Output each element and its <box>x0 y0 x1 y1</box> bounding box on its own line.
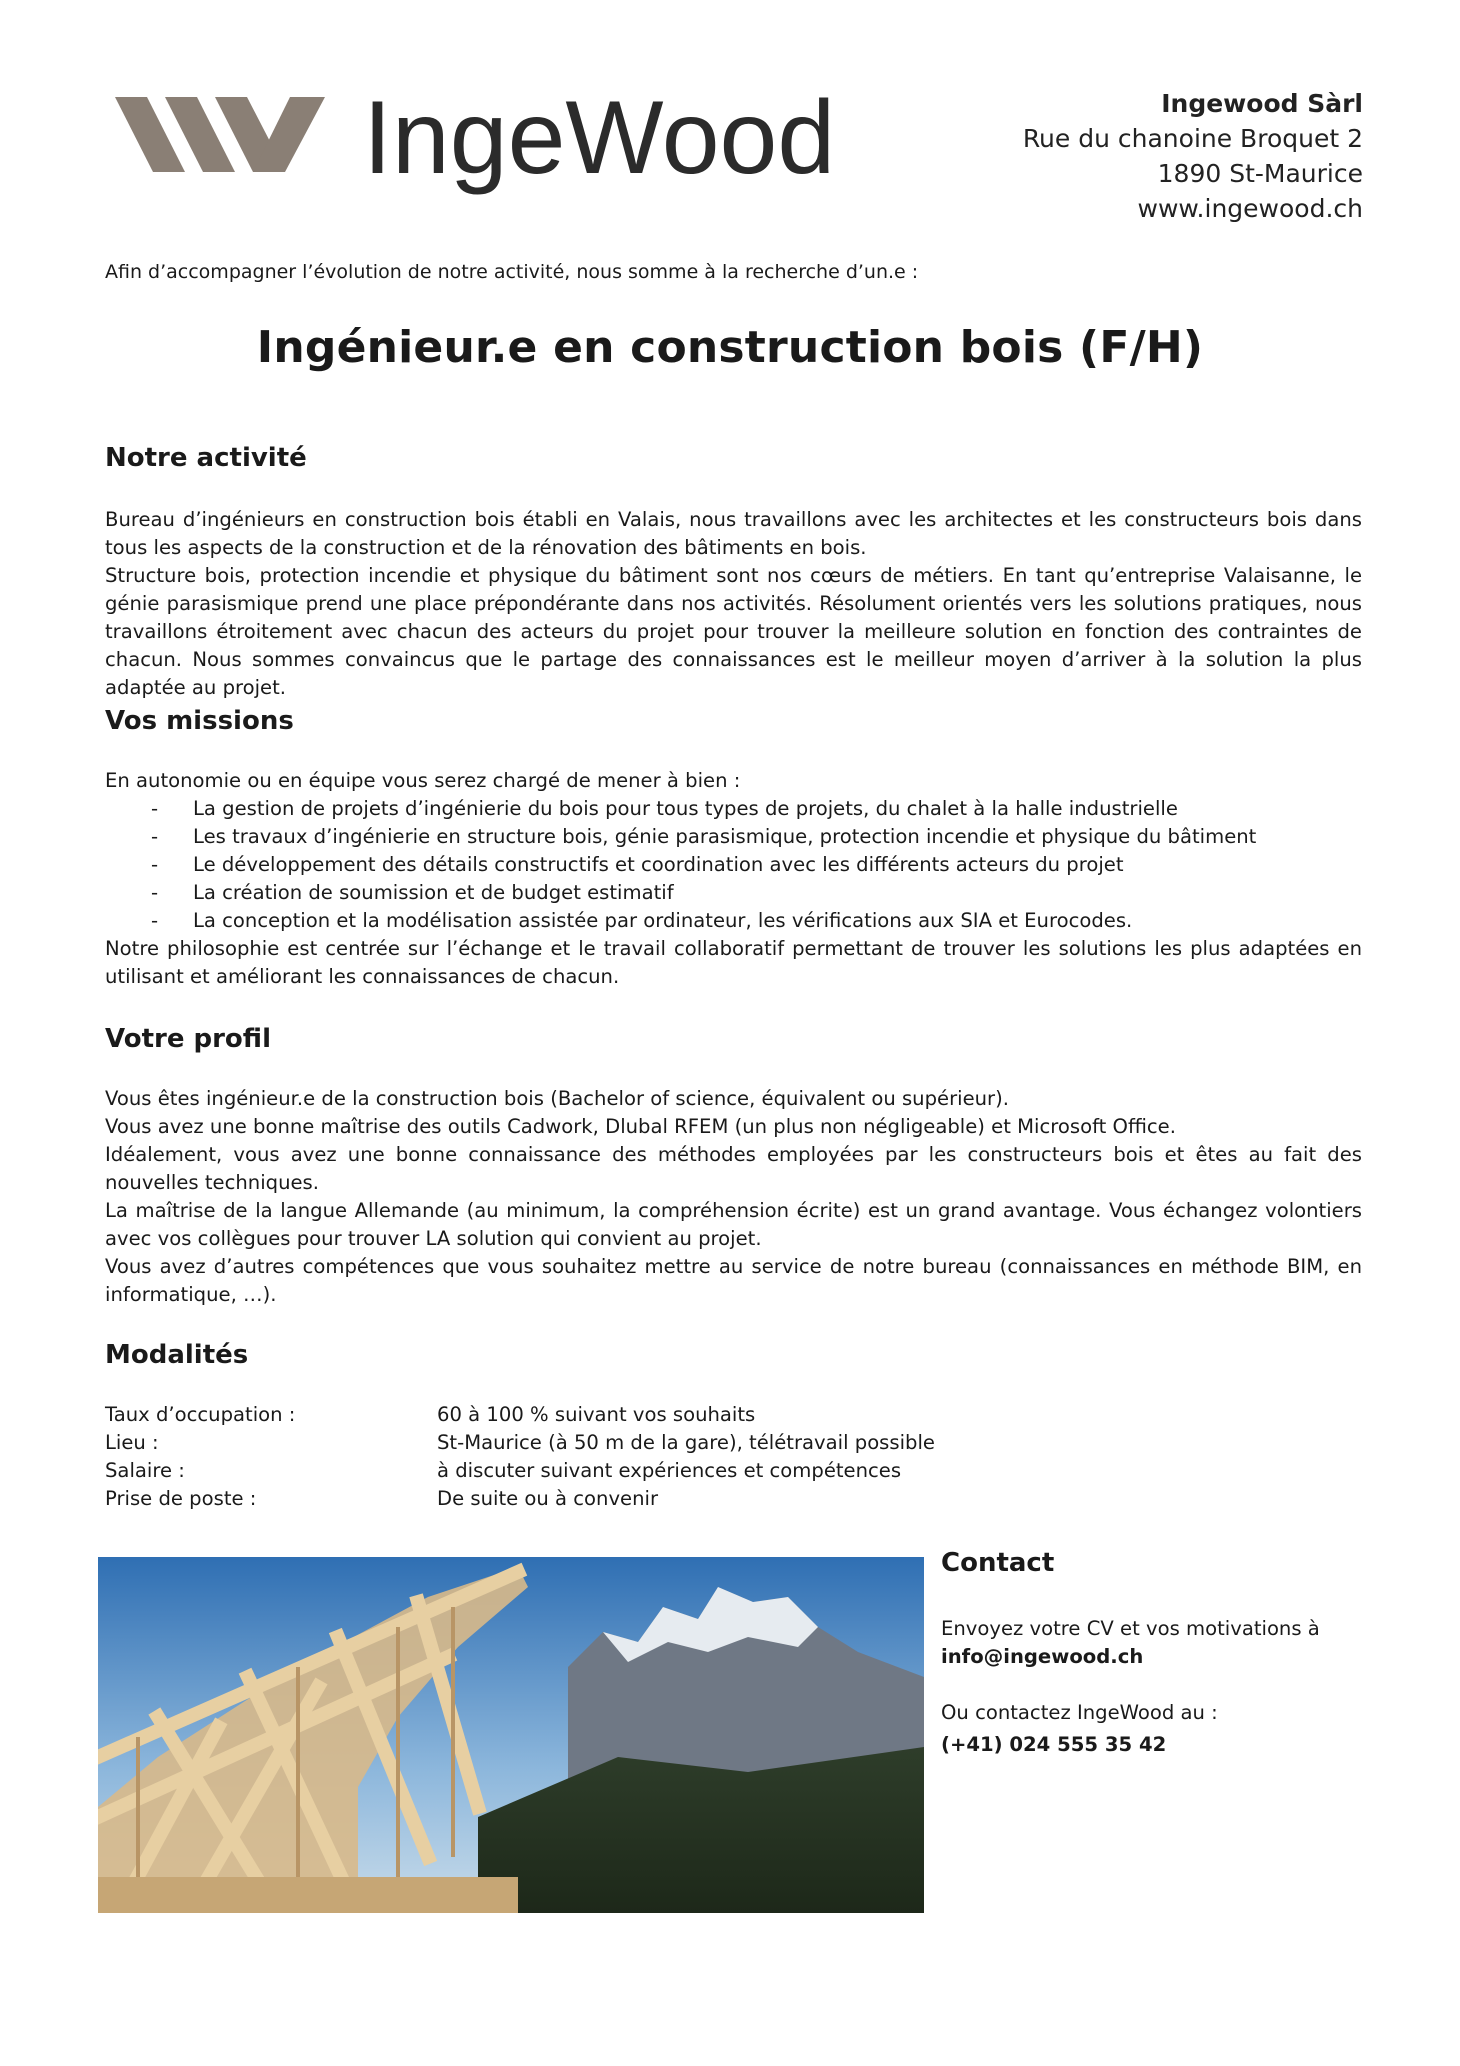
company-address <box>1023 86 1363 226</box>
ingewood-logo <box>115 90 915 220</box>
table-row: Taux d’occupation : 60 à 100 % suivant vos souhaits <box>105 1403 756 1426</box>
profil-paragraph: Vous avez une bonne maîtrise des outils Cadwork, Dlubal RFEM (un plus non négligeable) et Microsoft Office. <box>105 1115 1176 1138</box>
missions-list <box>105 795 1362 935</box>
heading-modalites: Modalités <box>105 1340 249 1370</box>
company-name: Ingewood Sàrl <box>1161 89 1363 118</box>
address-city: 1890 St-Maurice <box>1157 159 1363 188</box>
table-row: Lieu : St-Maurice (à 50 m de la gare), télétravail possible <box>105 1431 935 1454</box>
activite-body <box>105 506 1362 702</box>
table-row: Salaire : à discuter suivant expériences et compétences <box>105 1459 902 1482</box>
profil-paragraph: Vous avez d’autres compétences que vous souhaitez mettre au service de notre bureau (connaissances en méthode BIM, en informatique, …). <box>105 1255 1362 1306</box>
profil-body <box>105 1085 1362 1309</box>
activite-paragraph: Structure bois, protection incendie et physique du bâtiment sont nos cœurs de métiers. En tant qu’entreprise Valaisanne, le génie parasismique prend une place prépondérante dans nos activités. Résolument orientés vers les solutions pratiques, nous travaillons étroitement avec chacun des acteurs du projet pour trouver la meilleure solution en fonction des contraintes de chacun. Nous sommes convaincus que le partage des connaissances est le meilleur moyen d’arriver à la solution la plus adaptée au projet. <box>105 564 1362 699</box>
contact-body <box>941 1615 1363 1759</box>
website-link[interactable]: www.ingewood.ch <box>1137 194 1363 223</box>
missions-body <box>105 767 1362 991</box>
brand-name: IngeWood <box>1076 1701 1175 1724</box>
list-item: - La gestion de projets d’ingénierie du bois pour tous types de projets, du chalet à la halle industrielle <box>151 797 1178 820</box>
list-item: - La création de soumission et de budget estimatif <box>151 881 674 904</box>
missions-lead: En autonomie ou en équipe vous serez chargé de mener à bien : <box>105 769 741 792</box>
heading-activite: Notre activité <box>105 443 307 473</box>
timber-frame-photo <box>98 1557 924 1913</box>
list-item: - Les travaux d’ingénierie en structure bois, génie parasismique, protection incendie et physique du bâtiment <box>151 825 1257 848</box>
profil-paragraph: La maîtrise de la langue Allemande (au minimum, la compréhension écrite) est un grand avantage. Vous échangez volontiers avec vos collègues pour trouver LA solution qui convient au projet. <box>105 1199 1362 1250</box>
profil-paragraph: Idéalement, vous avez une bonne connaissance des méthodes employées par les constructeurs bois et êtes au fait des nouvelles techniques. <box>105 1143 1362 1194</box>
logo-wordmark: IngeWood <box>363 90 836 196</box>
heading-contact: Contact <box>941 1548 1055 1578</box>
missions-closing: Notre philosophie est centrée sur l’échange et le travail collaboratif permettant de trouver les solutions les plus adaptées en utilisant et améliorant les connaissances de chacun. <box>105 937 1362 988</box>
list-item: - La conception et la modélisation assistée par ordinateur, les vérifications aux SIA et Eurocodes. <box>151 909 1133 932</box>
heading-missions: Vos missions <box>105 706 294 736</box>
table-row: Prise de poste : De suite ou à convenir <box>105 1487 659 1510</box>
intro-text: Afin d’accompagner l’évolution de notre activité, nous somme à la recherche d’un.e : <box>105 261 919 283</box>
heading-profil: Votre profil <box>105 1024 271 1054</box>
contact-email-link[interactable]: info@ingewood.ch <box>941 1645 1144 1668</box>
address-street: Rue du chanoine Broquet 2 <box>1022 124 1363 153</box>
modalites-table <box>105 1401 935 1513</box>
list-item: - Le développement des détails constructifs et coordination avec les différents acteurs du projet <box>151 853 1124 876</box>
job-title: Ingénieur.e en construction bois (F/H) <box>256 322 1204 373</box>
contact-alt-text: Ou contactez IngeWood au : <box>941 1701 1218 1724</box>
contact-send-text: Envoyez votre CV et vos motivations à <box>941 1617 1320 1640</box>
profil-paragraph: Vous êtes ingénieur.e de la construction bois (Bachelor of science, équivalent ou supérieur). <box>105 1087 1009 1110</box>
contact-phone[interactable]: (+41) 024 555 35 42 <box>941 1733 1167 1756</box>
activite-paragraph: Bureau d’ingénieurs en construction bois établi en Valais, nous travaillons avec les architectes et les constructeurs bois dans tous les aspects de la construction et de la rénovation des bâtiments en bois. <box>105 508 1362 559</box>
